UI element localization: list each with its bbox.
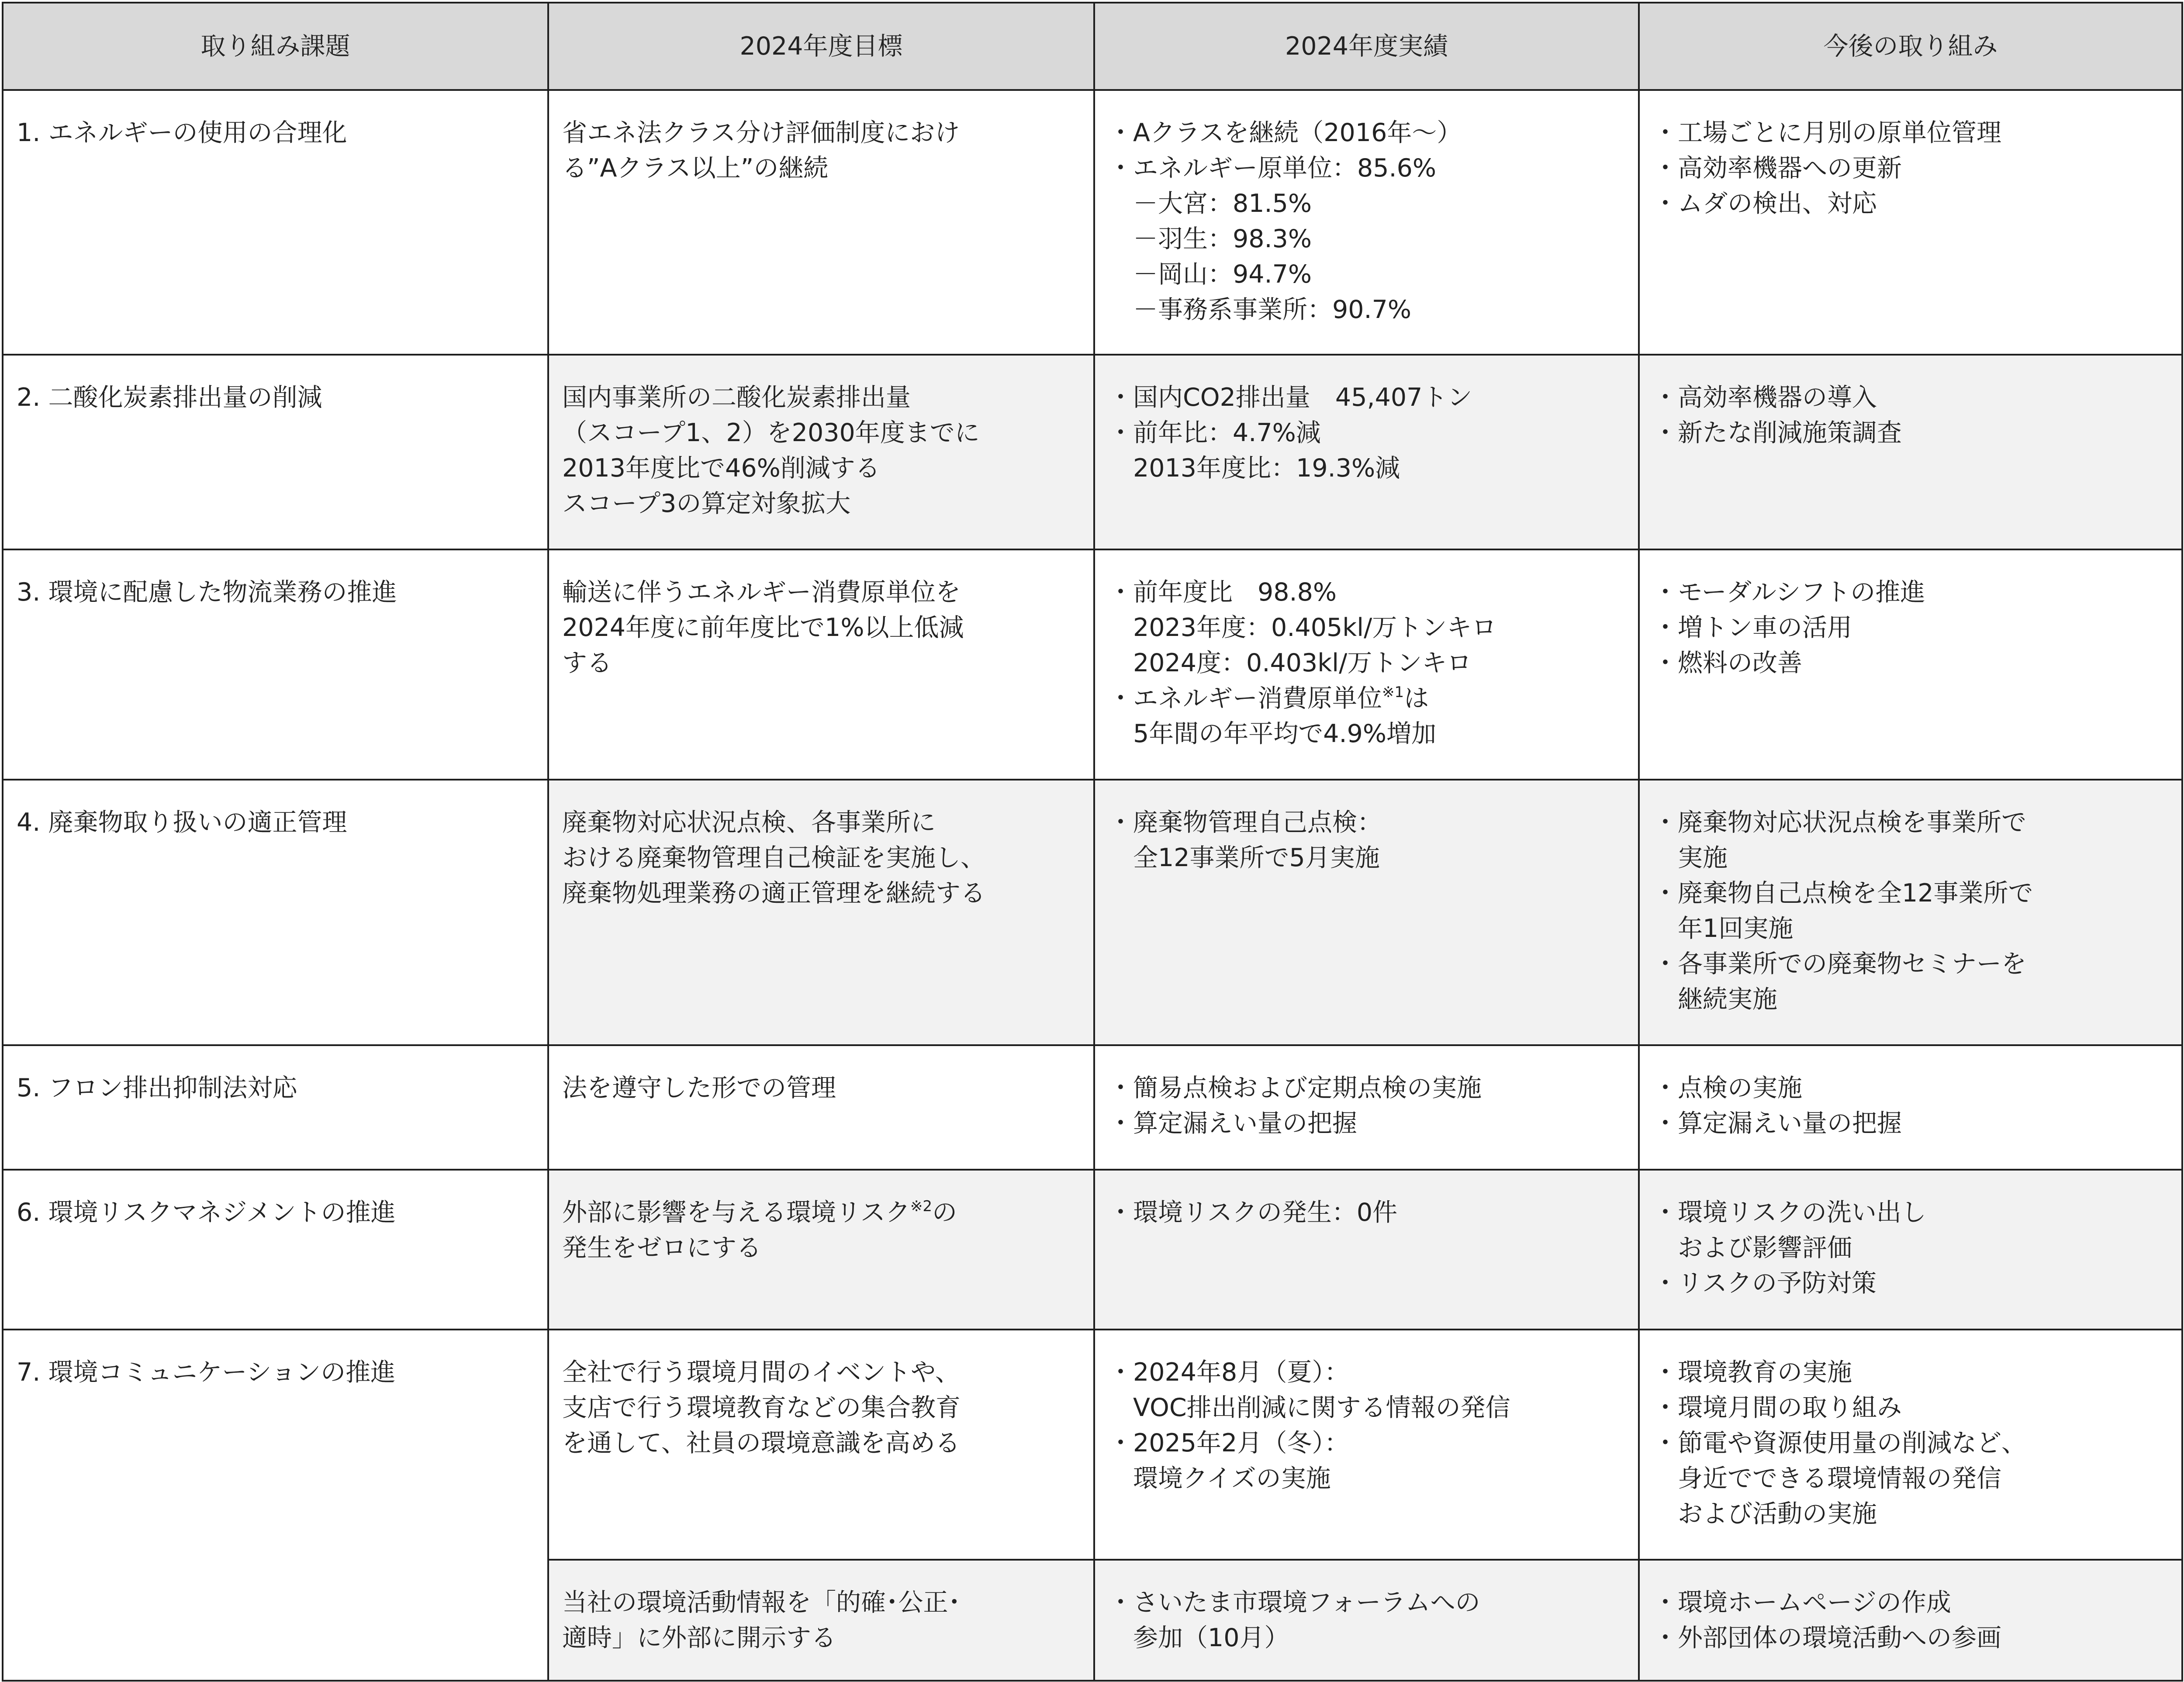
future-cell [1639,355,2182,549]
result-line: ・廃棄物管理自己点検： [1108,808,1382,837]
issue-cell [3,1170,548,1330]
issue-cell [3,780,548,1045]
result-cell [1094,90,1639,355]
result-line: 5年間の年平均で4.9%増加 [1108,719,1437,748]
future-line: ・モーダルシフトの推進 [1653,578,1925,607]
future-line: ・新たな削減施策調査 [1653,418,1902,447]
future-line: 実施 [1653,843,1728,872]
future-line: 身近でできる環境情報の発信 [1653,1464,2001,1493]
future-line: 年1回実施 [1653,914,1794,943]
future-line: ・燃料の改善 [1653,649,1802,677]
target-cell [548,355,1094,549]
target-line: 2013年度比で46%削減する [562,454,880,483]
header-future: 今後の取り組み [1639,3,2182,90]
footnote-mark: ※2 [910,1198,932,1215]
target-cell [548,1170,1094,1330]
target-cell [548,1560,1094,1681]
table-row [3,90,2182,355]
future-line: ・廃棄物自己点検を全12事業所で [1653,879,2033,908]
result-line: 全12事業所で5月実施 [1108,843,1380,872]
result-cell [1094,1045,1639,1170]
table-row [3,780,2182,1045]
result-line: －羽生：98.3% [1108,224,1312,253]
future-cell [1639,90,2182,355]
footnote-mark: ※1 [1382,684,1404,701]
result-line: ・前年比：4.7%減 [1108,418,1321,447]
target-line: 支店で行う環境教育などの集合教育 [562,1393,961,1422]
issue-text: 4. 廃棄物取り扱いの適正管理 [17,808,347,837]
target-line: 廃棄物処理業務の適正管理を継続する [562,879,985,908]
future-line: および影響評価 [1653,1233,1852,1262]
issue-cell [3,355,548,549]
target-line: 廃棄物対応状況点検、各事業所に [562,808,936,837]
issue-text: 6. 環境リスクマネジメントの推進 [17,1198,396,1227]
future-cell [1639,780,2182,1045]
result-line: －事務系事業所：90.7% [1108,295,1412,324]
target-line: おける廃棄物管理自己検証を実施し、 [562,843,985,872]
table-row [3,549,2182,780]
issue-cell [3,90,548,355]
future-cell [1639,549,2182,780]
result-cell [1094,780,1639,1045]
future-line: ・ムダの検出、対応 [1653,189,1877,218]
table-row [3,1045,2182,1170]
issue-cell [3,549,548,780]
target-line: 全社で行う環境月間のイベントや、 [562,1358,960,1387]
result-line: －岡山：94.7% [1108,260,1312,289]
header-row [3,3,2182,90]
target-line: する [562,649,612,677]
target-line: 国内事業所の二酸化炭素排出量 [562,383,911,412]
result-line: 参加（10月） [1108,1623,1289,1652]
future-line: ・各事業所での廃棄物セミナーを [1653,950,2026,978]
result-line: 2024度：0.403kl/万トンキロ [1108,649,1472,677]
result-line: ・国内CO2排出量 45,407トン [1108,383,1472,412]
result-line: ・2025年2月（冬）： [1108,1429,1349,1458]
issue-text: 5. フロン排出抑制法対応 [17,1074,297,1102]
result-text: ・エネルギー消費原単位 [1108,684,1382,713]
result-line: 2023年度：0.405kl/万トンキロ [1108,613,1497,642]
issue-text: 2. 二酸化炭素排出量の削減 [17,383,322,412]
target-cell [548,1330,1094,1560]
future-line: ・高効率機器への更新 [1653,154,1902,183]
future-line: ・環境教育の実施 [1653,1358,1852,1387]
future-line: ・点検の実施 [1653,1074,1802,1102]
result-line: VOC排出削減に関する情報の発信 [1108,1393,1510,1422]
result-cell [1094,355,1639,549]
future-cell [1639,1045,2182,1170]
target-cell [548,90,1094,355]
header-target: 2024年度目標 [548,3,1094,90]
future-cell [1639,1560,2182,1681]
issue-text: 1. エネルギーの使用の合理化 [17,118,347,147]
target-text: の [932,1198,957,1227]
future-line: 継続実施 [1653,985,1777,1014]
future-cell [1639,1170,2182,1330]
result-cell [1094,1170,1639,1330]
target-line: 当社の環境活動情報を「的確･公正･ [562,1588,961,1617]
issue-text: 3. 環境に配慮した物流業務の推進 [17,578,397,607]
future-line: ・高効率機器の導入 [1653,383,1877,412]
target-line: 2024年度に前年度比で1%以上低減 [562,613,964,642]
target-line: 省エネ法クラス分け評価制度におけ [562,118,960,147]
future-line: ・廃棄物対応状況点検を事業所で [1653,808,2026,837]
target-line: （スコープ1、2）を2030年度までに [562,418,980,447]
result-line: －大宮：81.5% [1108,189,1312,218]
result-line: ・簡易点検および定期点検の実施 [1108,1074,1482,1102]
result-line: ・前年度比 98.8% [1108,578,1337,607]
target-line: る”Aクラス以上”の継続 [562,154,829,183]
future-line: および活動の実施 [1653,1499,1877,1528]
future-line: ・工場ごとに月別の原単位管理 [1653,118,2001,147]
issue-text: 7. 環境コミュニケーションの推進 [17,1358,396,1387]
result-line: ・算定漏えい量の把握 [1108,1109,1357,1138]
target-line: 輸送に伴うエネルギー消費原単位を [562,578,961,607]
issue-cell [3,1045,548,1170]
future-line: ・外部団体の環境活動への参画 [1653,1623,2001,1652]
header-result: 2024年度実績 [1094,3,1639,90]
future-line: ・増トン車の活用 [1653,613,1852,642]
target-line: 適時」に外部に開示する [562,1623,836,1652]
target-cell [548,1045,1094,1170]
target-line: スコープ3の算定対象拡大 [562,489,851,518]
result-text: は [1404,684,1429,713]
table-row [3,355,2182,549]
target-text: 外部に影響を与える環境リスク [562,1198,910,1227]
result-line: ・Aクラスを継続（2016年～） [1108,118,1462,147]
environment-goals-table [2,2,2183,1682]
future-line: ・算定漏えい量の把握 [1653,1109,1902,1138]
result-line: 2013年度比：19.3%減 [1108,454,1400,483]
target-cell [548,549,1094,780]
target-line: 発生をゼロにする [562,1233,761,1262]
table-row [3,1170,2182,1330]
result-line-with-footnote [1108,681,1625,716]
future-line: ・節電や資源使用量の削減など、 [1653,1429,2026,1458]
result-cell [1094,549,1639,780]
table-row [3,1330,2182,1560]
future-line: ・環境リスクの洗い出し [1653,1198,1926,1227]
result-line: 環境クイズの実施 [1108,1464,1331,1493]
target-line: 法を遵守した形での管理 [562,1074,836,1102]
result-line: ・環境リスクの発生：0件 [1108,1198,1398,1227]
future-line: ・環境月間の取り組み [1653,1393,1902,1422]
issue-cell [3,1330,548,1681]
result-line: ・2024年8月（夏）： [1108,1358,1349,1387]
header-issue: 取り組み課題 [3,3,548,90]
result-cell [1094,1560,1639,1681]
target-cell [548,780,1094,1045]
result-line: ・さいたま市環境フォーラムへの [1108,1588,1480,1617]
target-line-with-footnote [562,1195,1080,1230]
future-cell [1639,1330,2182,1560]
future-line: ・リスクの予防対策 [1653,1269,1876,1298]
result-cell [1094,1330,1639,1560]
target-line: を通して、社員の環境意識を高める [562,1429,960,1458]
future-line: ・環境ホームページの作成 [1653,1588,1951,1617]
result-line: ・エネルギー原単位：85.6% [1108,154,1437,183]
